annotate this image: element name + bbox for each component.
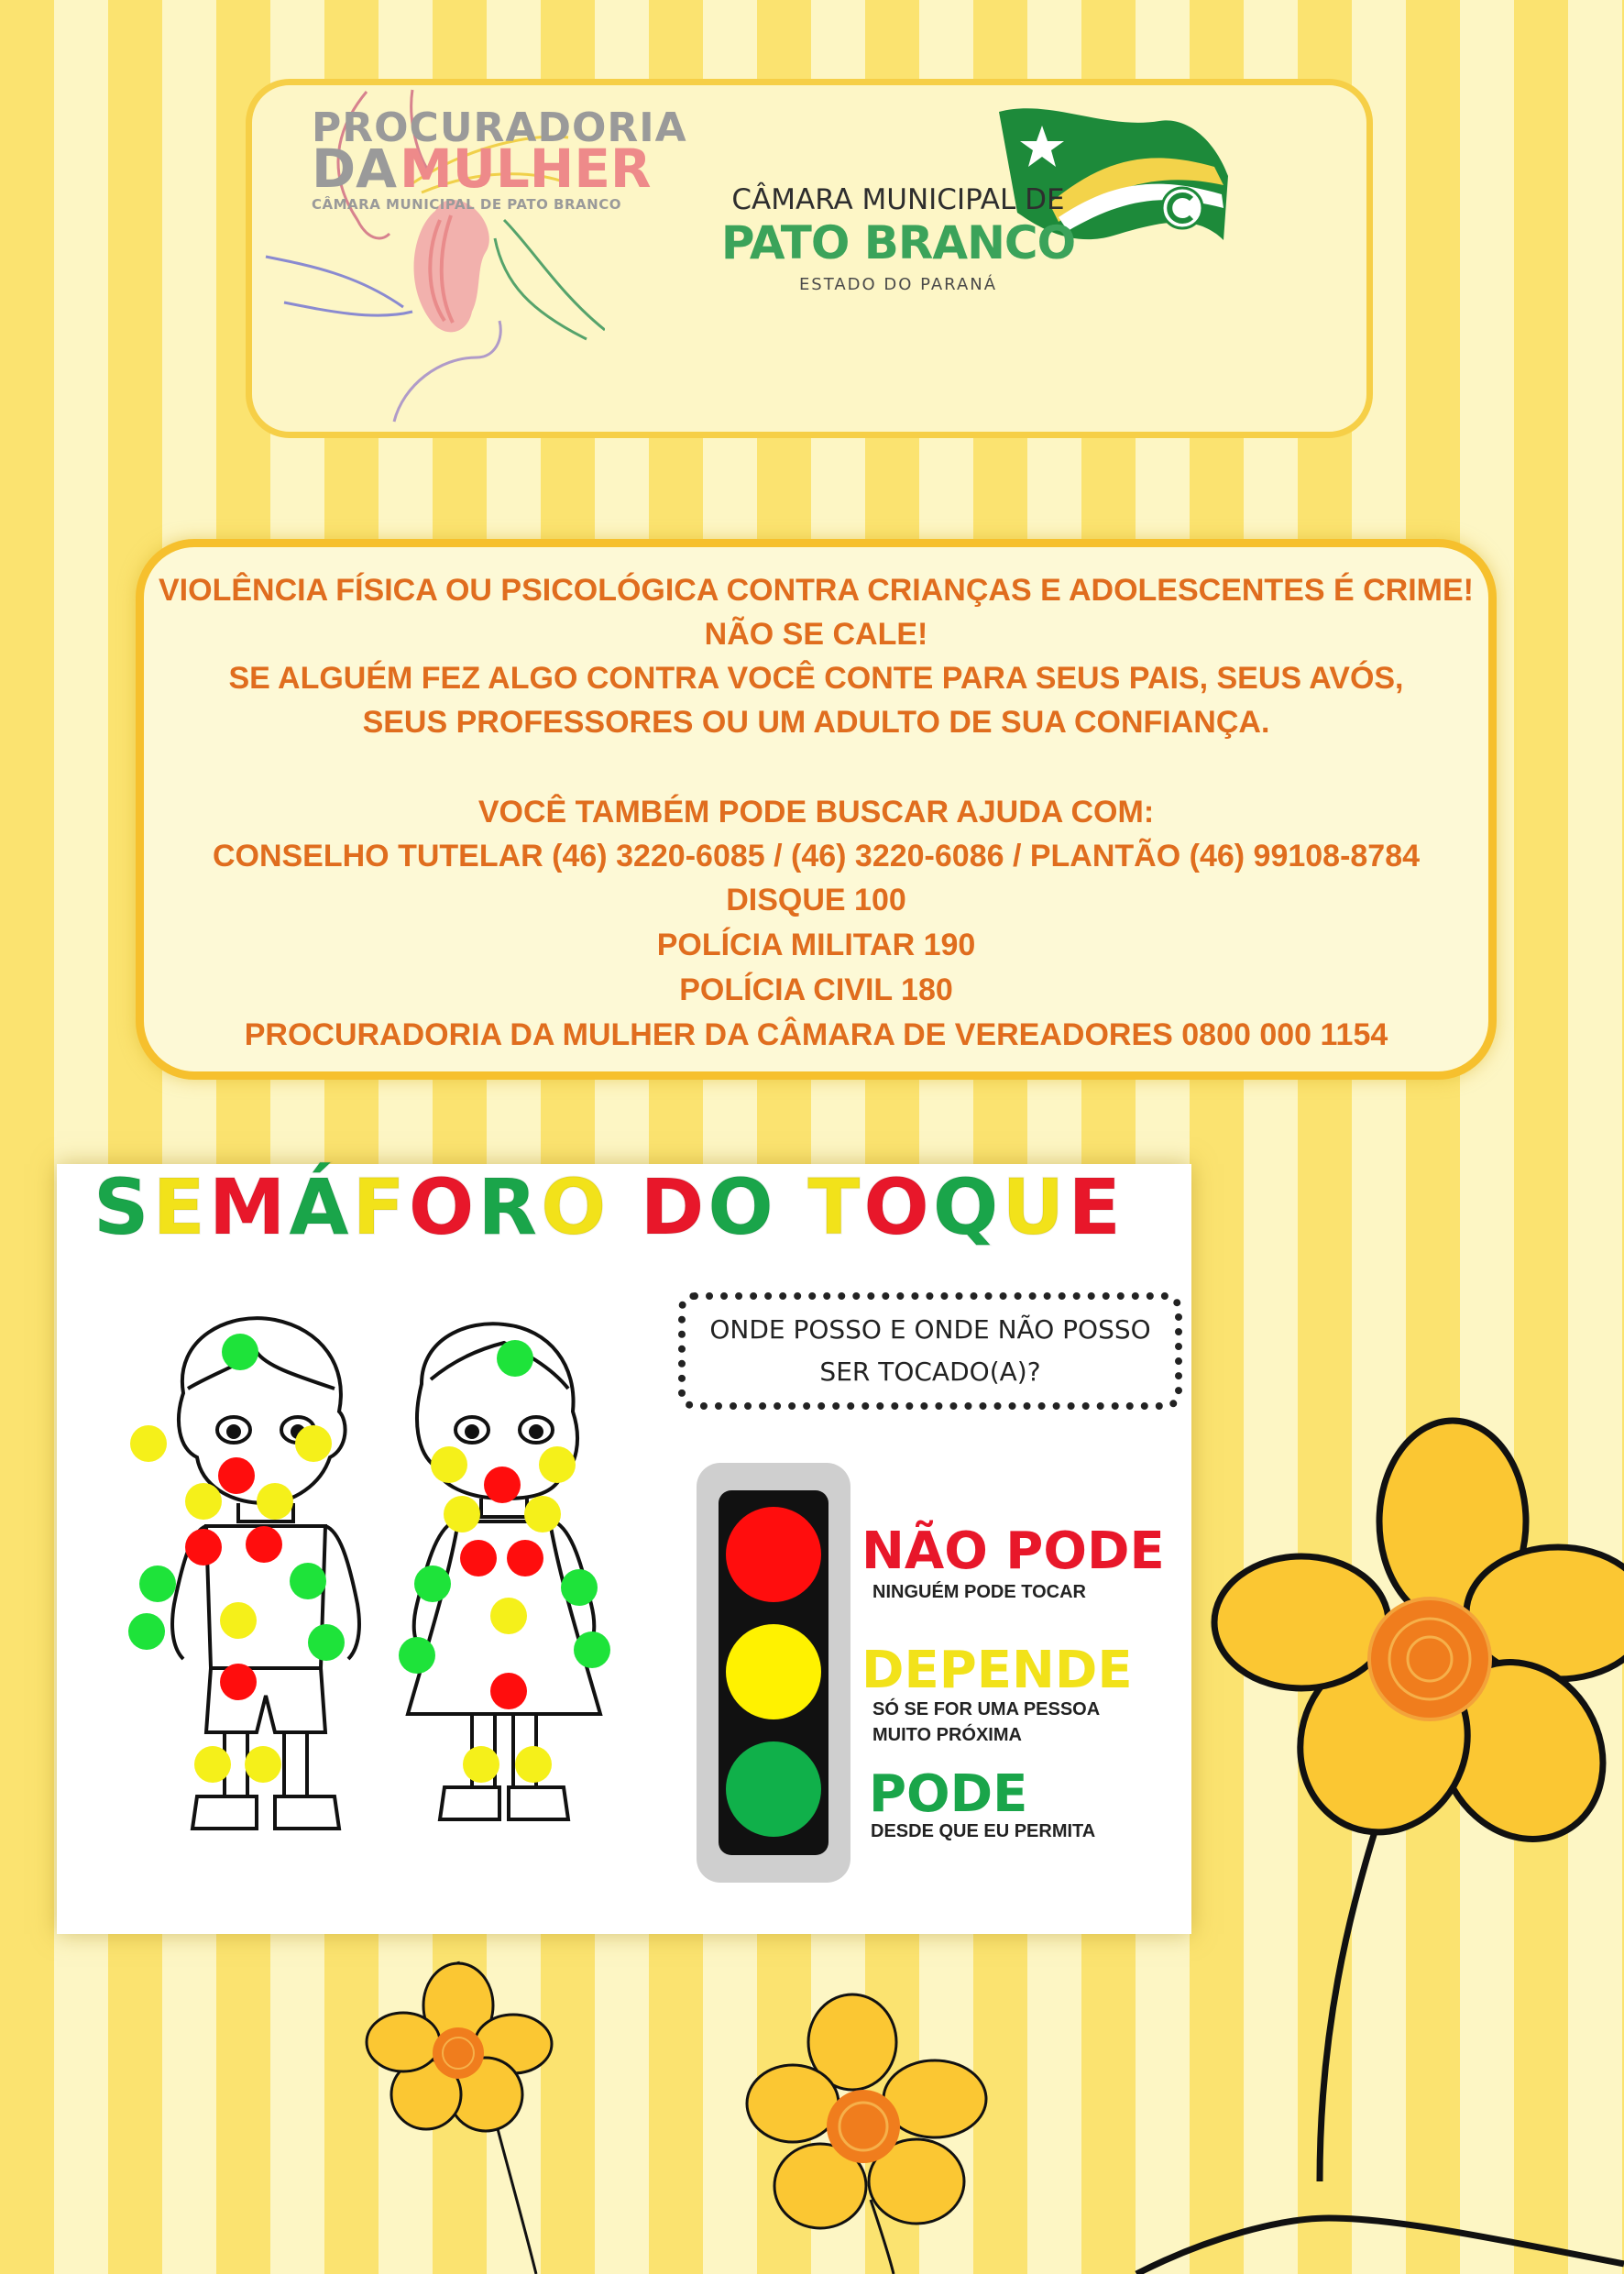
- title-letter: Á: [289, 1162, 353, 1252]
- green-light-desc: DESDE QUE EU PERMITA: [871, 1821, 1096, 1841]
- title-letter: E: [1068, 1162, 1125, 1252]
- title-letter: Q: [932, 1162, 1003, 1252]
- title-letter: U: [1002, 1162, 1069, 1252]
- message-line: SEUS PROFESSORES OU UM ADULTO DE SUA CONFIANÇA.: [362, 705, 1270, 740]
- procuradoria-title-mulher: MULHER: [400, 137, 652, 200]
- title-letter: E: [152, 1162, 209, 1252]
- red-light-label: NÃO PODE: [861, 1521, 1165, 1581]
- red-light-desc: NINGUÉM PODE TOCAR: [872, 1582, 1086, 1602]
- title-letter: S: [93, 1162, 153, 1252]
- title-letter: D: [640, 1162, 708, 1252]
- message-line: NÃO SE CALE!: [704, 617, 928, 652]
- question-line2: SER TOCADO(A)?: [819, 1357, 1041, 1387]
- procuradoria-title-line1: PROCURADORIA: [312, 104, 687, 151]
- procuradoria-subtitle: CÂMARA MUNICIPAL DE PATO BRANCO: [312, 196, 621, 213]
- title-letter: M: [208, 1162, 290, 1252]
- procuradoria-title-da: DA: [312, 137, 398, 200]
- message-line: VIOLÊNCIA FÍSICA OU PSICOLÓGICA CONTRA CRIANÇAS E ADOLESCENTES É CRIME!: [159, 573, 1474, 608]
- message-line: PROCURADORIA DA MULHER DA CÂMARA DE VEREADORES 0800 000 1154: [244, 1017, 1388, 1052]
- title-letter: O: [541, 1162, 610, 1252]
- camara-line3: ESTADO DO PARANÁ: [798, 275, 998, 294]
- message-line: DISQUE 100: [726, 883, 906, 917]
- message-line: VOCÊ TAMBÉM PODE BUSCAR AJUDA COM:: [477, 795, 1155, 829]
- yellow-light-desc1: SÓ SE FOR UMA PESSOA: [872, 1699, 1101, 1719]
- message-line: POLÍCIA MILITAR 190: [656, 928, 976, 962]
- message-line: SE ALGUÉM FEZ ALGO CONTRA VOCÊ CONTE PARA SEUS PAIS, SEUS AVÓS,: [228, 661, 1404, 696]
- yellow-light-desc2: MUITO PRÓXIMA: [872, 1725, 1022, 1745]
- title-letter: R: [477, 1162, 541, 1252]
- title-letter: O: [408, 1162, 478, 1252]
- question-line1: ONDE POSSO E ONDE NÃO POSSO: [709, 1314, 1151, 1345]
- message-line: POLÍCIA CIVIL 180: [679, 972, 953, 1007]
- camara-line1: CÂMARA MUNICIPAL DE: [731, 183, 1065, 216]
- title-letter: O: [863, 1162, 933, 1252]
- title-letter: F: [352, 1162, 409, 1252]
- camara-line2: PATO BRANCO: [720, 216, 1076, 269]
- title-letter: T: [807, 1162, 864, 1252]
- green-light-label: PODE: [869, 1764, 1028, 1824]
- title-letter: O: [708, 1162, 777, 1252]
- yellow-light-label: DEPENDE: [861, 1641, 1133, 1700]
- message-line: CONSELHO TUTELAR (46) 3220-6085 / (46) 3220-6086 / PLANTÃO (46) 99108-8784: [212, 839, 1421, 873]
